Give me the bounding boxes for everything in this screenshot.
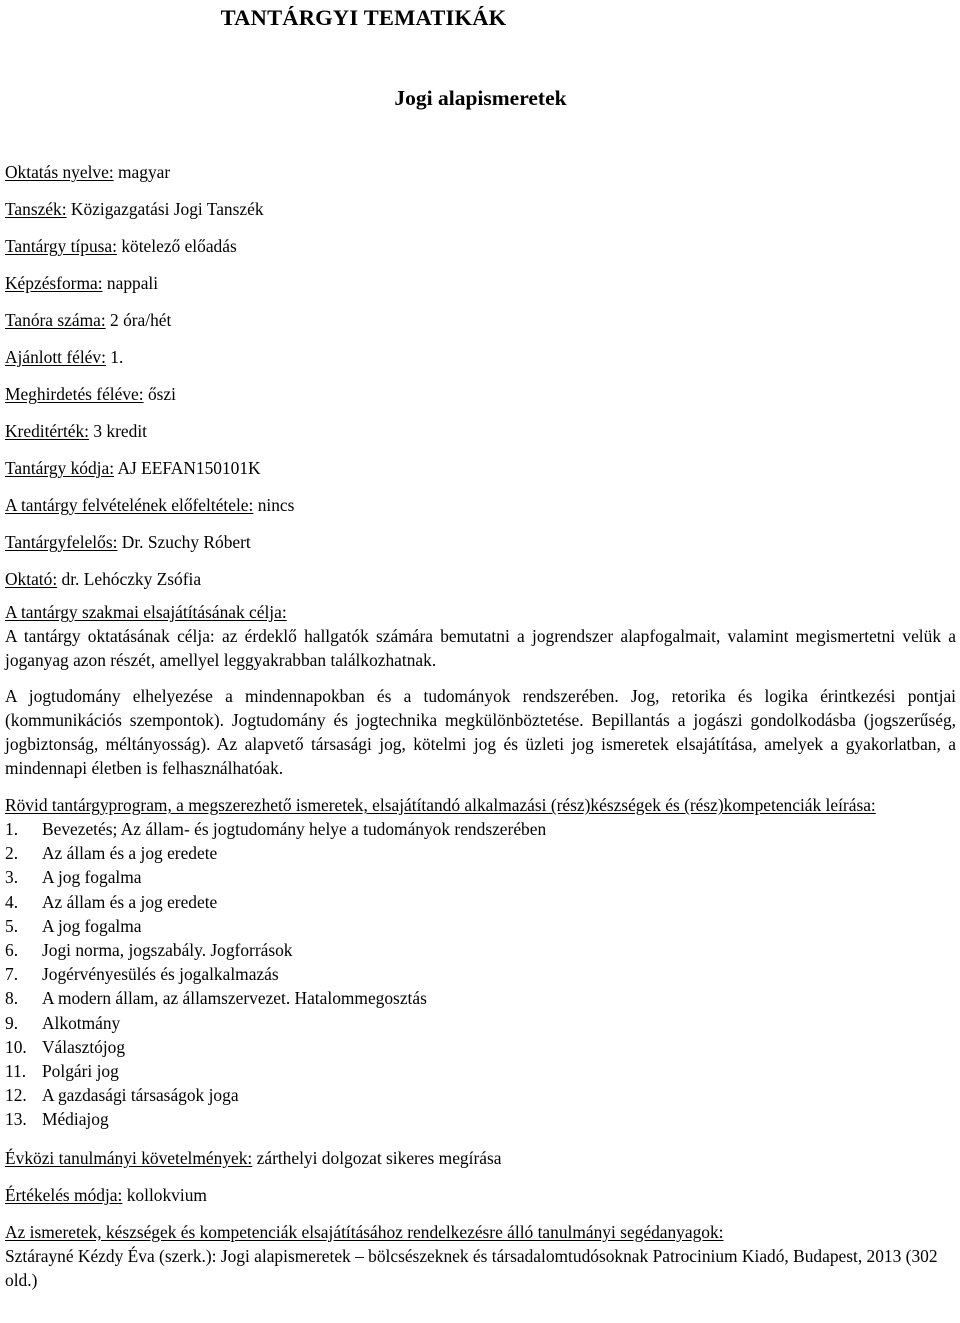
list-item (5, 1011, 956, 1035)
meta-instructor (5, 566, 956, 603)
spacer (5, 1207, 956, 1220)
meta-prerequisite (5, 492, 956, 529)
item-text: Az állam és a jog eredete (42, 891, 218, 912)
meta-value: 3 kredit (93, 421, 147, 441)
meta-label: Tanszék: (5, 199, 67, 219)
meta-announced-semester (5, 381, 956, 418)
spacer (5, 672, 956, 684)
meta-value: AJ EEFAN150101K (117, 458, 261, 478)
item-number: 3. (5, 867, 19, 888)
topic-list (5, 817, 956, 1132)
item-number: 9. (5, 1012, 19, 1033)
item-number: 13. (5, 1109, 27, 1130)
materials-heading: Az ismeretek, készségek és kompetenciák elsajátításához rendelkezésre álló tanulmányi segédanyagok: (5, 1221, 724, 1242)
meta-department (5, 196, 956, 233)
document-body (5, 600, 956, 1292)
item-number: 2. (5, 843, 19, 864)
goal-paragraph-1: A tantárgy oktatásának célja: az érdeklő hallgatók számára bemutatni a jogrendszer alapfogalmait, valamint megismertetni velük a joganyag azon részét, amellyel leggyakrabban találkozhatnak. (5, 626, 956, 670)
item-text: Jogérvényesülés és jogalkalmazás (42, 964, 279, 985)
meta-hours (5, 307, 956, 344)
item-text: A jog fogalma (42, 915, 142, 936)
list-item (5, 865, 956, 889)
requirements-row (5, 1146, 956, 1170)
item-number: 7. (5, 964, 19, 985)
meta-value: nappali (106, 273, 159, 293)
item-text: A modern állam, az államszervezet. Hatalommegosztás (42, 988, 427, 1009)
meta-value: nincs (257, 495, 295, 515)
item-text: A jog fogalma (42, 867, 142, 888)
meta-value: magyar (118, 162, 171, 182)
meta-label: Meghirdetés féléve: (5, 384, 144, 404)
meta-label: A tantárgy felvételének előfeltétele: (5, 495, 254, 515)
item-number: 8. (5, 988, 19, 1009)
spacer (5, 1170, 956, 1183)
list-item (5, 841, 956, 865)
meta-label: Ajánlott félév: (5, 347, 106, 367)
course-metadata (5, 159, 956, 603)
item-text: A gazdasági társaságok joga (42, 1085, 239, 1106)
meta-language (5, 159, 956, 196)
meta-label: Oktató: (5, 569, 58, 589)
meta-label: Tantárgy típusa: (5, 236, 117, 256)
meta-label: Tantárgy kódja: (5, 458, 115, 478)
meta-credits (5, 418, 956, 455)
list-item (5, 914, 956, 938)
evaluation-value: kollokvium (126, 1184, 207, 1205)
materials-text: Sztárayné Kézdy Éva (szerk.): Jogi alapismeretek – bölcsészeknek és társadalomtudósoknak Patrocinium Kiadó, Budapest, 2013 (302 old.) (5, 1245, 938, 1290)
meta-label: Képzésforma: (5, 273, 103, 293)
list-item (5, 817, 956, 841)
list-item (5, 938, 956, 962)
spacer (5, 780, 956, 793)
meta-value: Közigazgatási Jogi Tanszék (70, 199, 264, 219)
list-item (5, 1083, 956, 1107)
list-item (5, 986, 956, 1010)
list-item (5, 1059, 956, 1083)
evaluation-label: Értékelés módja: (5, 1184, 123, 1205)
item-text: Bevezetés; Az állam- és jogtudomány helye a tudományok rendszerében (42, 819, 547, 839)
program-heading: Rövid tantárgyprogram, a megszerezhető ismeretek, elsajátítandó alkalmazási (rész)készségek és (rész)kompetenciák leírása: (5, 795, 876, 815)
meta-value: 2 óra/hét (110, 310, 172, 330)
meta-label: Tantárgyfelelős: (5, 532, 118, 552)
meta-recommended-semester (5, 344, 956, 381)
item-number: 6. (5, 940, 19, 961)
item-number: 12. (5, 1085, 27, 1106)
meta-value: 1. (110, 347, 124, 367)
list-item (5, 1107, 956, 1131)
list-item (5, 962, 956, 986)
meta-training-form (5, 270, 956, 307)
item-number: 5. (5, 915, 19, 936)
item-number: 11. (5, 1061, 27, 1082)
meta-value: őszi (147, 384, 176, 404)
spacer (5, 1132, 956, 1146)
item-number: 4. (5, 891, 19, 912)
meta-label: Tanóra száma: (5, 310, 106, 330)
requirements-value: zárthelyi dolgozat sikeres megírása (256, 1147, 502, 1168)
item-number: 10. (5, 1036, 27, 1057)
list-item (5, 1035, 956, 1059)
goal-paragraph-2: A jogtudomány elhelyezése a mindennapokban és a tudományok rendszerében. Jog, retorika és logika érintkezési pontjai (kommunikációs szempontok). Jogtudomány és jogtechnika megkülönböztetése. Bepillantás a jogászi gondolkodásba (jogszerűség, jogbiztonság, méltányosság). Az alapvető társasági jog, kötelmi jog és üzleti jog ismeretek elsajátítása, amelyek a gyakorlatban, a mindennapi életben is felhasználhatóak. (5, 686, 956, 778)
subject-title: Jogi alapismeretek (394, 86, 567, 110)
item-text: Alkotmány (42, 1012, 121, 1033)
meta-label: Oktatás nyelve: (5, 162, 114, 182)
meta-course-code (5, 455, 956, 492)
meta-course-type (5, 233, 956, 270)
meta-responsible (5, 529, 956, 566)
requirements-label: Évközi tanulmányi követelmények: (5, 1147, 253, 1168)
meta-value: Dr. Szuchy Róbert (121, 532, 251, 552)
evaluation-row (5, 1183, 956, 1207)
item-text: Választójog (42, 1036, 126, 1057)
meta-value: dr. Lehóczky Zsófia (61, 569, 202, 589)
item-text: Polgári jog (42, 1061, 119, 1082)
item-number: 1. (5, 819, 19, 839)
meta-label: Kreditérték: (5, 421, 90, 441)
list-item (5, 890, 956, 914)
item-text: Médiajog (42, 1109, 109, 1130)
meta-value: kötelező előadás (121, 236, 237, 256)
goal-heading: A tantárgy szakmai elsajátításának célja: (5, 602, 287, 622)
item-text: Az állam és a jog eredete (42, 843, 218, 864)
item-text: Jogi norma, jogszabály. Jogforrások (42, 940, 293, 961)
document-title: TANTÁRGYI TEMATIKÁK (220, 5, 507, 30)
